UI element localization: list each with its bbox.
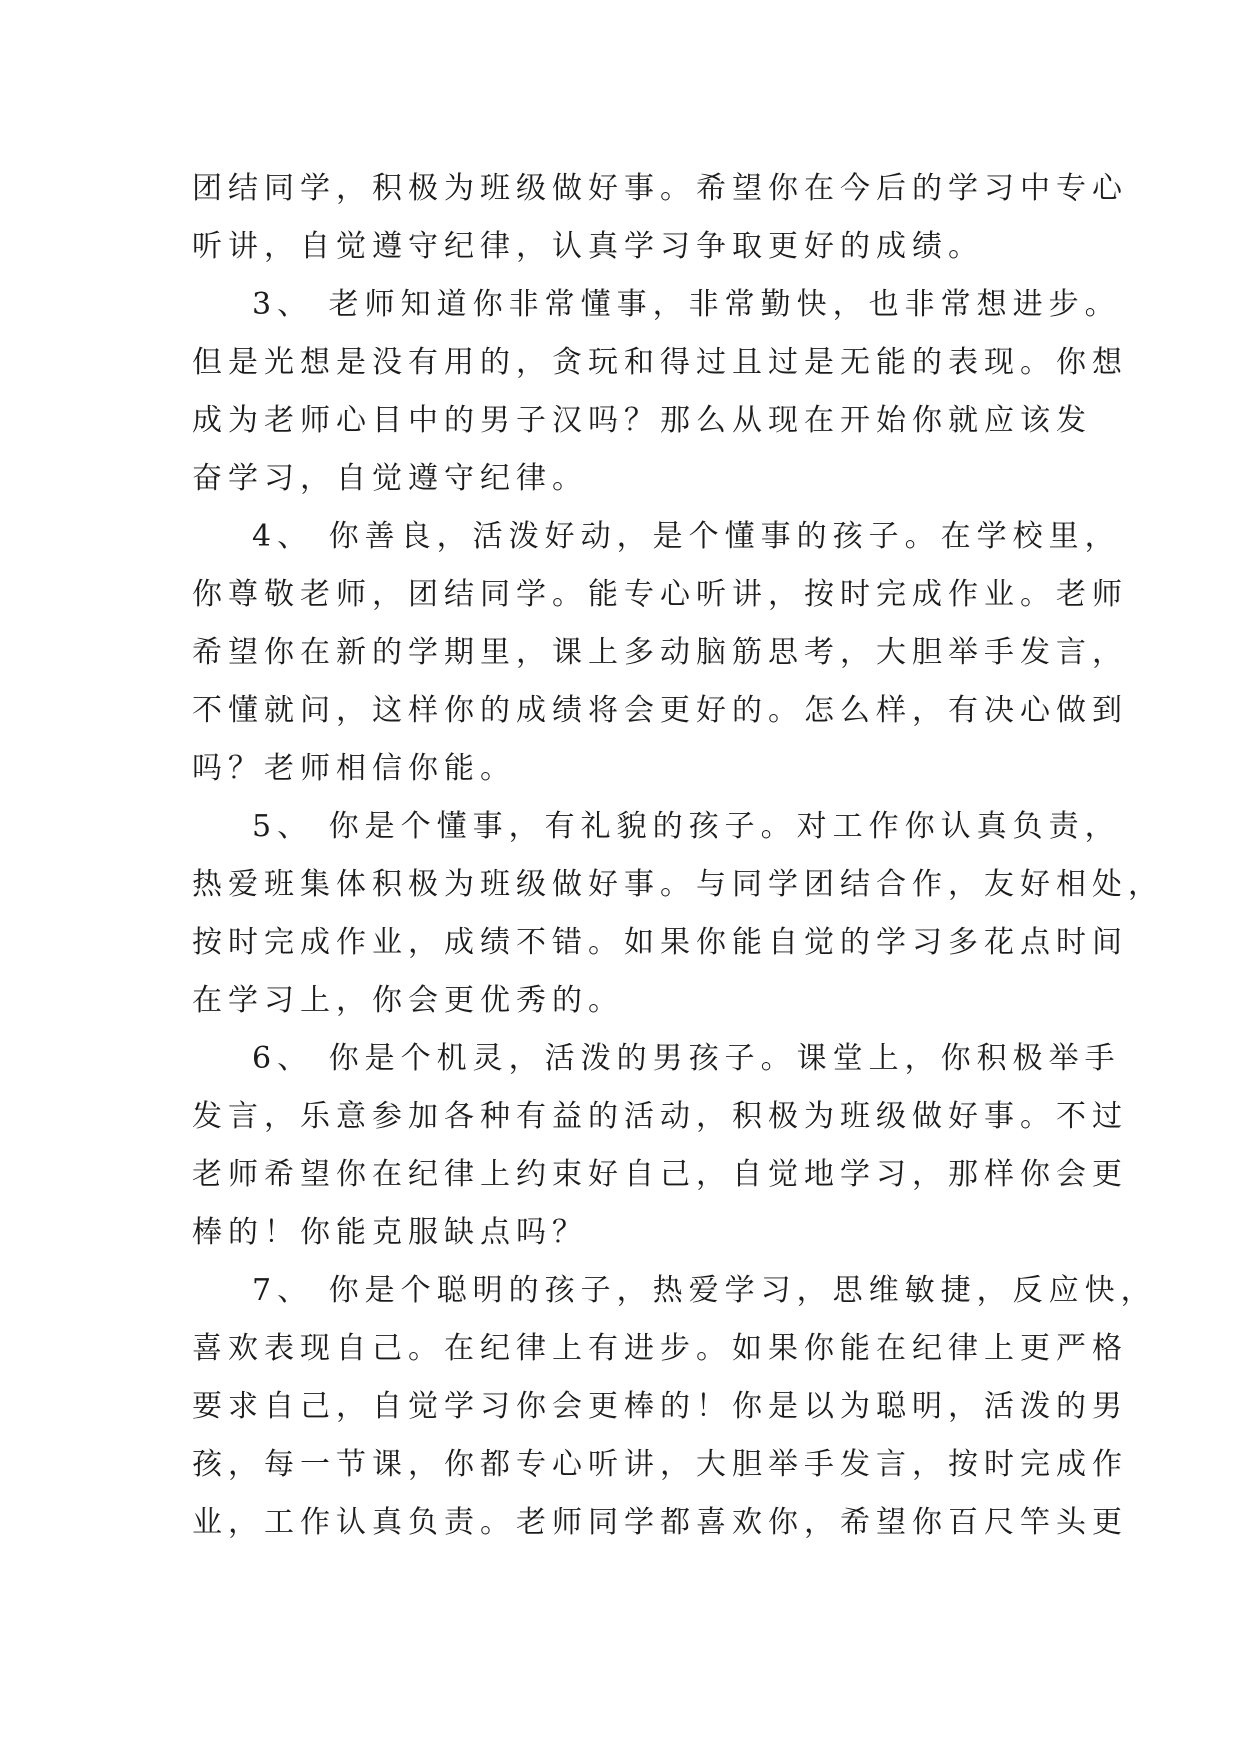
paragraph-4 xyxy=(192,508,1128,798)
text-line: 5、 你是个懂事，有礼貌的孩子。对工作你认真负责， xyxy=(252,809,1121,844)
text-line: 7、 你是个聪明的孩子，热爱学习，思维敏捷，反应快， xyxy=(252,1273,1157,1308)
text-line: 要求自己，自觉学习你会更棒的！你是以为聪明，活泼的男 xyxy=(192,1389,1128,1424)
text-line: 喜欢表现自己。在纪律上有进步。如果你能在纪律上更严格 xyxy=(192,1331,1128,1366)
paragraph-7 xyxy=(192,1262,1157,1552)
text-line: 听讲，自觉遵守纪律，认真学习争取更好的成绩。 xyxy=(192,229,984,264)
paragraph-6 xyxy=(192,1030,1128,1262)
text-line: 成为老师心目中的男子汉吗？那么从现在开始你就应该发 xyxy=(192,403,1092,438)
text-line: 按时完成作业，成绩不错。如果你能自觉的学习多花点时间 xyxy=(192,925,1128,960)
paragraph-continued xyxy=(192,160,1128,276)
text-line: 团结同学，积极为班级做好事。希望你在今后的学习中专心 xyxy=(192,171,1128,206)
text-line: 吗？老师相信你能。 xyxy=(192,751,516,786)
document-body xyxy=(192,160,1164,1552)
text-line: 但是光想是没有用的，贪玩和得过且过是无能的表现。你想 xyxy=(192,345,1128,380)
text-line: 老师希望你在纪律上约束好自己，自觉地学习，那样你会更 xyxy=(192,1157,1128,1192)
text-line: 6、 你是个机灵，活泼的男孩子。课堂上，你积极举手 xyxy=(252,1041,1121,1076)
text-line: 不懂就问，这样你的成绩将会更好的。怎么样，有决心做到 xyxy=(192,693,1128,728)
text-line: 4、 你善良，活泼好动，是个懂事的孩子。在学校里， xyxy=(252,519,1121,554)
text-line: 业，工作认真负责。老师同学都喜欢你，希望你百尺竿头更 xyxy=(192,1505,1128,1540)
text-line: 奋学习，自觉遵守纪律。 xyxy=(192,461,588,496)
text-line: 热爱班集体积极为班级做好事。与同学团结合作，友好相处， xyxy=(192,867,1164,902)
text-line: 你尊敬老师，团结同学。能专心听讲，按时完成作业。老师 xyxy=(192,577,1128,612)
text-line: 希望你在新的学期里，课上多动脑筋思考，大胆举手发言， xyxy=(192,635,1128,670)
text-line: 在学习上，你会更优秀的。 xyxy=(192,983,624,1018)
text-line: 棒的！你能克服缺点吗？ xyxy=(192,1215,588,1250)
paragraph-5 xyxy=(192,798,1164,1030)
paragraph-3 xyxy=(192,276,1128,508)
text-line: 孩，每一节课，你都专心听讲，大胆举手发言，按时完成作 xyxy=(192,1447,1128,1482)
text-line: 发言，乐意参加各种有益的活动，积极为班级做好事。不过 xyxy=(192,1099,1128,1134)
text-line: 3、 老师知道你非常懂事，非常勤快，也非常想进步。 xyxy=(252,287,1121,322)
